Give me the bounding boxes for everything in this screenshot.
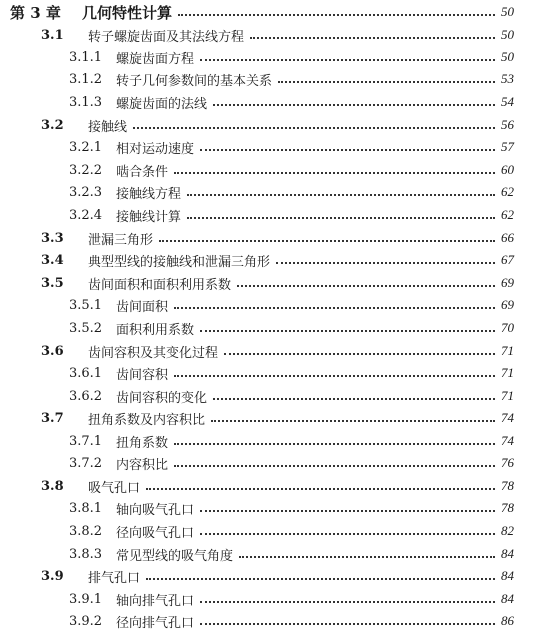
- entry-number: 3.3: [41, 230, 64, 246]
- dot-leader: [200, 601, 495, 603]
- entry-page-number: 62: [501, 184, 514, 199]
- dot-leader: [200, 59, 495, 61]
- entry-page-number: 71: [501, 388, 514, 403]
- entry-page-number: 57: [501, 139, 514, 154]
- toc-entry-3-1-3[interactable]: [69, 91, 514, 113]
- entry-number: 3.5.1: [69, 297, 103, 313]
- entry-page-number: 50: [501, 4, 514, 19]
- entry-page-number: 84: [501, 546, 514, 561]
- entry-title: 齿间容积的变化: [116, 390, 208, 406]
- dot-leader: [239, 556, 495, 558]
- entry-page-number: 66: [501, 230, 514, 245]
- toc-entry-3-2-1[interactable]: [69, 136, 514, 158]
- toc-entry-3-2-4[interactable]: [69, 204, 514, 226]
- entry-title: 齿间容积及其变化过程: [88, 345, 219, 361]
- entry-number: 3.9.2: [69, 613, 103, 629]
- entry-number: 3.8.3: [69, 546, 103, 562]
- toc-entry-3-6-2[interactable]: [69, 385, 514, 407]
- entry-page-number: 84: [501, 591, 514, 606]
- entry-page-number: 50: [501, 27, 514, 42]
- toc-entry-3-5[interactable]: [41, 272, 514, 294]
- entry-number: 3.1.2: [69, 71, 103, 87]
- entry-title: 啮合条件: [116, 164, 169, 180]
- dot-leader: [174, 172, 495, 174]
- entry-number: 3.6: [41, 343, 64, 359]
- entry-page-number: 62: [501, 207, 514, 222]
- toc-entry-3-6[interactable]: [41, 340, 514, 362]
- toc-entry-3-1[interactable]: [41, 24, 514, 46]
- dot-leader: [133, 127, 495, 129]
- toc-entry-3-8-1[interactable]: [69, 497, 514, 519]
- dot-leader: [213, 398, 495, 400]
- dot-leader: [200, 623, 495, 625]
- dot-leader: [224, 353, 495, 355]
- toc-entry-3-8-3[interactable]: [69, 543, 514, 565]
- entry-title: 几何特性计算: [82, 3, 173, 22]
- entry-number: 3.5.2: [69, 320, 103, 336]
- dot-leader: [278, 81, 495, 83]
- entry-number: 3.7.1: [69, 433, 103, 449]
- dot-leader: [174, 307, 495, 309]
- entry-title: 吸气孔口: [88, 480, 141, 496]
- entry-number: 3.6.1: [69, 365, 103, 381]
- dot-leader: [211, 420, 495, 422]
- toc-entry-3-2-3[interactable]: [69, 181, 514, 203]
- toc-entry-3-7-2[interactable]: [69, 452, 514, 474]
- entry-page-number: 69: [501, 275, 514, 290]
- entry-title: 转子几何参数间的基本关系: [116, 73, 273, 89]
- entry-number: 3.8.2: [69, 523, 103, 539]
- entry-number: 3.2.4: [69, 207, 103, 223]
- entry-page-number: 71: [501, 365, 514, 380]
- entry-title: 内容积比: [116, 457, 169, 473]
- entry-page-number: 56: [501, 117, 514, 132]
- entry-title: 轴向排气孔口: [116, 593, 195, 609]
- entry-title: 齿间面积: [116, 299, 169, 315]
- entry-number: 3.6.2: [69, 388, 103, 404]
- entry-title: 螺旋齿面方程: [116, 51, 195, 67]
- entry-number: 3.9.1: [69, 591, 103, 607]
- entry-number: 3.2.3: [69, 184, 103, 200]
- toc-entry-3-9[interactable]: [41, 565, 514, 587]
- entry-page-number: 78: [501, 478, 514, 493]
- entry-page-number: 84: [501, 568, 514, 583]
- dot-leader: [213, 104, 495, 106]
- dot-leader: [200, 330, 495, 332]
- toc-entry-3-7-1[interactable]: [69, 430, 514, 452]
- toc-entry-3-8-2[interactable]: [69, 520, 514, 542]
- entry-page-number: 69: [501, 297, 514, 312]
- entry-title: 泄漏三角形: [88, 232, 154, 248]
- dot-leader: [250, 37, 495, 39]
- entry-title: 面积利用系数: [116, 322, 195, 338]
- dot-leader: [187, 217, 495, 219]
- entry-number: 3.4: [41, 252, 64, 268]
- entry-title: 螺旋齿面的法线: [116, 96, 208, 112]
- entry-title: 径向吸气孔口: [116, 525, 195, 541]
- dot-leader: [200, 533, 495, 535]
- entry-number: 3.1.3: [69, 94, 103, 110]
- entry-page-number: 86: [501, 613, 514, 628]
- entry-number: 3.7.2: [69, 455, 103, 471]
- entry-number: 3.2: [41, 117, 64, 133]
- toc-entry-3-5-2[interactable]: [69, 317, 514, 339]
- dot-leader: [146, 578, 495, 580]
- dot-leader: [200, 510, 495, 512]
- entry-title: 接触线: [88, 119, 128, 135]
- entry-number: 3.5: [41, 275, 64, 291]
- entry-number: 3.8.1: [69, 500, 103, 516]
- dot-leader: [237, 285, 495, 287]
- entry-page-number: 54: [501, 94, 514, 109]
- entry-page-number: 70: [501, 320, 514, 335]
- entry-number: 第 3 章: [10, 3, 61, 22]
- entry-title: 齿间面积和面积利用系数: [88, 277, 232, 293]
- entry-number: 3.9: [41, 568, 64, 584]
- toc-entry-3-1-2[interactable]: [69, 68, 514, 90]
- toc-entry-chapter-3[interactable]: [10, 1, 514, 23]
- toc-entry-3-9-1[interactable]: [69, 588, 514, 610]
- dot-leader: [187, 194, 495, 196]
- entry-page-number: 53: [501, 71, 514, 86]
- toc-entry-3-6-1[interactable]: [69, 362, 514, 384]
- entry-title: 径向排气孔口: [116, 615, 195, 631]
- entry-title: 扭角系数: [116, 435, 169, 451]
- dot-leader: [174, 443, 495, 445]
- entry-page-number: 74: [501, 410, 514, 425]
- entry-page-number: 82: [501, 523, 514, 538]
- entry-number: 3.1: [41, 27, 64, 43]
- entry-page-number: 67: [501, 252, 514, 267]
- dot-leader: [178, 14, 495, 16]
- toc-entry-3-1-1[interactable]: [69, 46, 514, 68]
- entry-title: 典型型线的接触线和泄漏三角形: [88, 254, 271, 270]
- toc-entry-3-5-1[interactable]: [69, 294, 514, 316]
- entry-title: 接触线方程: [116, 186, 182, 202]
- toc-entry-3-9-2[interactable]: [69, 610, 514, 632]
- entry-page-number: 78: [501, 500, 514, 515]
- entry-page-number: 50: [501, 49, 514, 64]
- entry-title: 扭角系数及内容积比: [88, 412, 206, 428]
- toc-entry-3-3[interactable]: [41, 227, 514, 249]
- dot-leader: [174, 375, 495, 377]
- entry-title: 排气孔口: [88, 570, 141, 586]
- entry-title: 常见型线的吸气角度: [116, 548, 234, 564]
- entry-number: 3.2.1: [69, 139, 103, 155]
- entry-page-number: 76: [501, 455, 514, 470]
- dot-leader: [276, 262, 495, 264]
- entry-number: 3.7: [41, 410, 64, 426]
- entry-page-number: 74: [501, 433, 514, 448]
- dot-leader: [200, 149, 495, 151]
- toc-entry-3-2-2[interactable]: [69, 159, 514, 181]
- entry-number: 3.1.1: [69, 49, 103, 65]
- dot-leader: [159, 240, 495, 242]
- entry-title: 相对运动速度: [116, 141, 195, 157]
- toc-entry-3-7[interactable]: [41, 407, 514, 429]
- entry-title: 接触线计算: [116, 209, 182, 225]
- toc-entry-3-8[interactable]: [41, 475, 514, 497]
- entry-number: 3.8: [41, 478, 64, 494]
- entry-number: 3.2.2: [69, 162, 103, 178]
- dot-leader: [174, 465, 495, 467]
- entry-page-number: 71: [501, 343, 514, 358]
- entry-title: 转子螺旋齿面及其法线方程: [88, 29, 245, 45]
- entry-title: 轴向吸气孔口: [116, 502, 195, 518]
- entry-page-number: 60: [501, 162, 514, 177]
- dot-leader: [146, 488, 495, 490]
- toc-entry-3-4[interactable]: [41, 249, 514, 271]
- entry-title: 齿间容积: [116, 367, 169, 383]
- toc-entry-3-2[interactable]: [41, 114, 514, 136]
